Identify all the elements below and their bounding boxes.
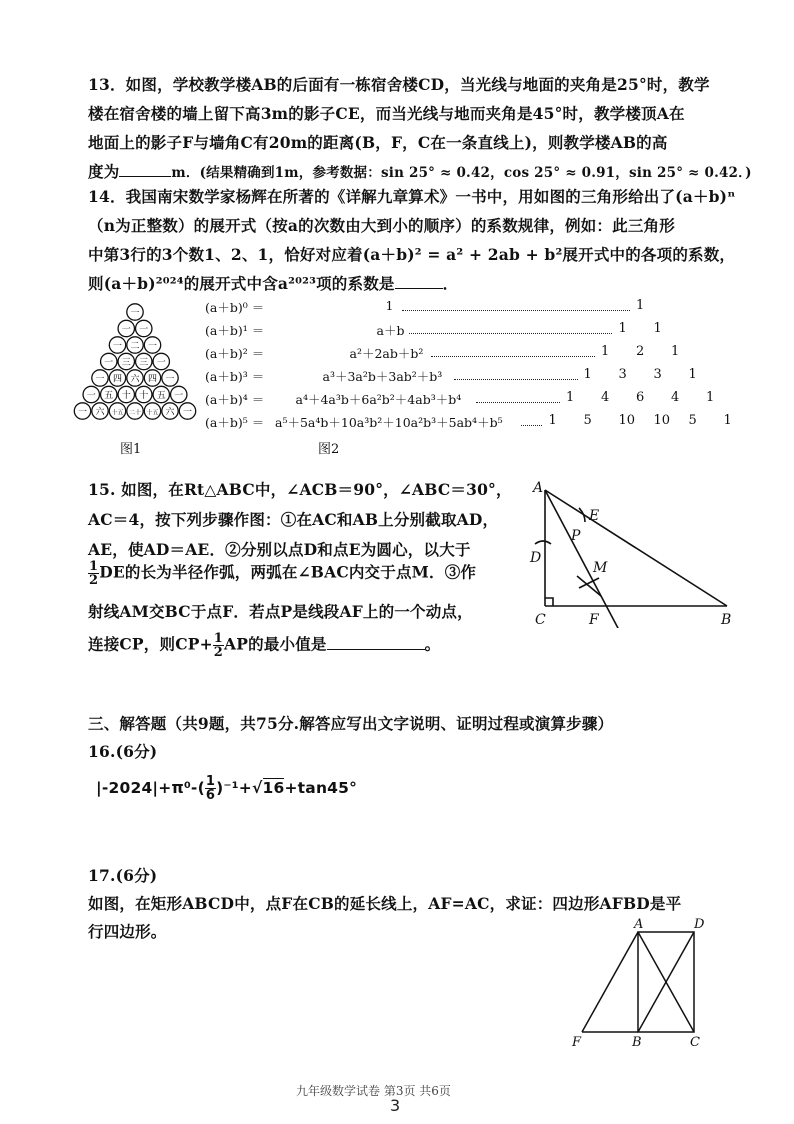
label-m: M [593,560,608,576]
q16-expr-a: |-2024|+π⁰-( [96,779,205,797]
q15-half-den: 2 [89,573,99,588]
triangle-cell-label: 一 [95,374,105,385]
coefficient: 2 [636,344,645,359]
pascal-expansion-table [205,298,735,438]
q16-expr-c: +tan45° [284,779,358,797]
coefficient: 1 [601,344,610,359]
triangle-cell-label: 六 [95,407,105,418]
coefficient: 4 [601,390,610,405]
triangle-cell-label: 五 [104,391,114,401]
q15-line-1: 15. 如图，在Rt△ABC中，∠ACB＝90°，∠ABC＝30°， [88,480,512,499]
q15-line-6-prefix: 连接CP，则CP+ [88,634,213,654]
label-d: D [694,918,705,932]
q14-line-4 [88,272,458,294]
coefficient: 6 [636,390,645,405]
coefficient: 4 [671,390,680,405]
triangle-cell-label: 十 [121,391,131,401]
coefficient: 1 [566,390,575,405]
triangle-cell-label: 一 [147,341,158,352]
q16-sqrt-value: 16 [262,779,285,797]
q15-line-3: AE，使AD＝AE．②分别以点D和点E为圆心，以大于 [88,540,471,559]
triangle-cell-label: 一 [182,407,193,418]
q15-half-fraction-2 [213,632,224,659]
coefficient: 1 [548,413,557,428]
coefficient: 1 [653,321,662,336]
q15-line-6-end: 。 [424,634,441,654]
q15-half-den-2: 2 [213,645,224,660]
triangle-cell-label: 二十 [128,409,142,417]
q16-frac-den: 6 [205,788,216,803]
label-d: D [530,550,542,566]
q15-line-4-text: DE的长为半径作弧，两弧在∠BAC内交于点M．③作 [99,562,477,582]
section-3-title: 三、解答题（共9题，共75分.解答应写出文字说明、证明过程或演算步骤） [88,714,614,733]
q16-expr-b: )⁻¹+ [216,779,252,797]
triangle-cell-label: 一 [156,358,166,368]
label-c: C [690,1035,700,1050]
q16-frac-num: 1 [205,774,216,789]
expansion-rhs: 1 [385,298,394,313]
q13-line-4-suffix: m．(结果精确到1m，参考数据：sin 25° ≈ 0.42，cos 25° ≈ 0.91，sin 25° ≈ 0.42．) [171,165,752,181]
dotted-leader [521,417,543,426]
triangle-cell-label: 一 [139,325,149,335]
label-e: E [589,508,600,524]
yanghui-triangle-figure [70,300,200,430]
coefficient: 1 [688,367,697,382]
q14-line-1: 14．我国南宋数学家杨辉在所著的《详解九章算术》一书中，用如图的三角形给出了(a＋b)ⁿ [88,187,736,206]
coefficient: 1 [671,344,680,359]
expansion-lhs: (a＋b)² ＝ [205,346,265,361]
q14-line-4-suffix: ． [442,274,459,293]
triangle-cell-label: 一 [77,407,88,418]
q16-expression [96,775,357,802]
dotted-leader [476,394,560,403]
sqrt-symbol: √ [251,779,263,797]
triangle-cell-label: 六 [130,374,140,385]
q14-line-2: （n为正整数）的展开式（按a的次数由大到小的顺序）的系数规律，例如：此三角形 [88,216,675,235]
label-b: B [721,612,732,628]
coefficient: 5 [583,413,592,428]
triangle-cell-label: 六 [165,407,175,418]
expansion-rhs: a²＋2ab＋b² [349,346,424,361]
coefficient: 3 [618,367,627,382]
expansion-rhs: a＋b [376,323,405,338]
q14-line-3: 中第3行的3个数1、2、1，恰好对应着(a＋b)² = a² + 2ab + b²展开式中的各项的系数， [88,245,736,264]
expansion-rhs: a³＋3a²b＋3ab²＋b³ [322,369,443,384]
q14-answer-blank[interactable] [395,274,443,289]
q15-line-2: AC＝4，按下列步骤作图：①在AC和AB上分别截取AD， [88,510,499,529]
coefficient: 10 [618,413,636,428]
segment-af [582,932,638,1032]
triangle-cell-label: 一 [130,308,140,319]
q15-half-fraction [88,560,99,587]
q15-half-num-2: 1 [213,631,224,646]
expansion-lhs: (a＋b)¹ ＝ [205,323,265,338]
triangle-cell-label: 一 [112,341,123,352]
coefficient: 1 [583,367,592,382]
triangle-cell-label: 十五 [111,409,124,417]
expansion-rhs: a⁵＋5a⁴b＋10a³b²＋10a²b³＋5ab⁴＋b⁵ [275,415,503,430]
label-a: A [634,918,644,932]
q13-line-3: 地面上的影子F与墙角C有20m的距离(B，F，C在一条直线上)，则教学楼AB的高 [88,133,668,152]
expansion-lhs: (a＋b)⁵ ＝ [205,415,265,430]
coefficient: 1 [723,413,732,428]
triangle-cell-label: 四 [112,374,123,385]
q13-line-1: 13．如图，学校教学楼AB的后面有一栋宿舍楼CD，当光线与地面的夹角是25°时，教学 [88,75,710,94]
q14-line-4-prefix: 则(a＋b)²⁰²⁴的展开式中含a²⁰²³项的系数是 [88,274,395,293]
label-a: A [533,480,544,496]
coefficient: 3 [653,367,662,382]
label-c: C [535,612,546,628]
label-p: P [571,528,581,544]
arc-d [535,541,551,544]
expansion-lhs: (a＋b)³ ＝ [205,369,265,384]
footer-text: 九年级数学试卷 第3页 共6页 [296,1084,451,1098]
expansion-lhs: (a＋b)⁴ ＝ [205,392,265,407]
triangle-cell-label: 一 [174,391,184,401]
fig2-label: 图2 [318,442,340,457]
q15-half-num: 1 [89,559,99,574]
triangle-cell-label: 一 [165,374,175,385]
expansion-lhs: (a＋b)⁰ ＝ [205,300,265,315]
q16-fraction [205,775,216,802]
label-f: F [572,1035,582,1050]
q17-line-1: 如图，在矩形ABCD中，点F在CB的延长线上，AF=AC，求证：四边形AFBD是平 [88,894,682,913]
coefficient: 1 [618,321,627,336]
triangle-cell-label: 一 [104,358,114,368]
dotted-leader [402,302,630,311]
dotted-leader [409,325,612,334]
coefficient: 1 [706,390,715,405]
fig1-label: 图1 [120,442,142,457]
q17-head: 17.(6分) [88,866,158,885]
q15-line-5: 射线AM交BC于点F．若点P是线段AF上的一个动点， [88,602,473,621]
arc-e [579,508,585,522]
q15-line-4 [88,560,476,587]
right-angle-mark [545,598,553,606]
triangle-cell-label: 三 [121,358,131,368]
triangle-cell-label: 二 [130,341,140,352]
q13-line-4 [88,160,752,182]
triangle-cell-label: 一 [121,325,131,335]
coefficient: 10 [653,413,671,428]
label-b: B [632,1035,642,1050]
dotted-leader [431,348,595,357]
triangle-cell-label: 四 [147,374,158,385]
triangle-cell-label: 三 [139,358,149,368]
dotted-leader [454,371,578,380]
triangle-cell-label: 十 [139,391,149,401]
q15-answer-blank[interactable] [327,635,425,650]
page-number: 3 [390,1096,401,1115]
triangle-cell-label: 十五 [146,409,159,417]
q13-answer-blank[interactable] [119,162,171,177]
expansion-rhs: a⁴＋4a³b＋6a²b²＋4ab³＋b⁴ [295,392,462,407]
q15-triangle-figure [525,478,745,628]
q13-line-2: 楼在宿舍楼的墙上留下高3m的影子CE，而当光线与地而夹角是45°时，教学楼顶A在 [88,104,685,123]
segment-ab [545,490,727,606]
q17-line-2: 行四边形。 [88,922,167,941]
triangle-cell-label: 五 [156,391,166,401]
triangle-cell-label: 一 [86,391,96,401]
q15-line-6-mid: AP的最小值是 [224,634,327,654]
q13-line-4-prefix: 度为 [88,162,120,181]
coefficient: 5 [688,413,697,428]
q16-head: 16.(6分) [88,742,158,761]
q15-line-6 [88,632,440,659]
q17-rectangle-figure [568,918,738,1050]
coefficient: 1 [636,298,645,313]
label-f: F [589,612,599,628]
